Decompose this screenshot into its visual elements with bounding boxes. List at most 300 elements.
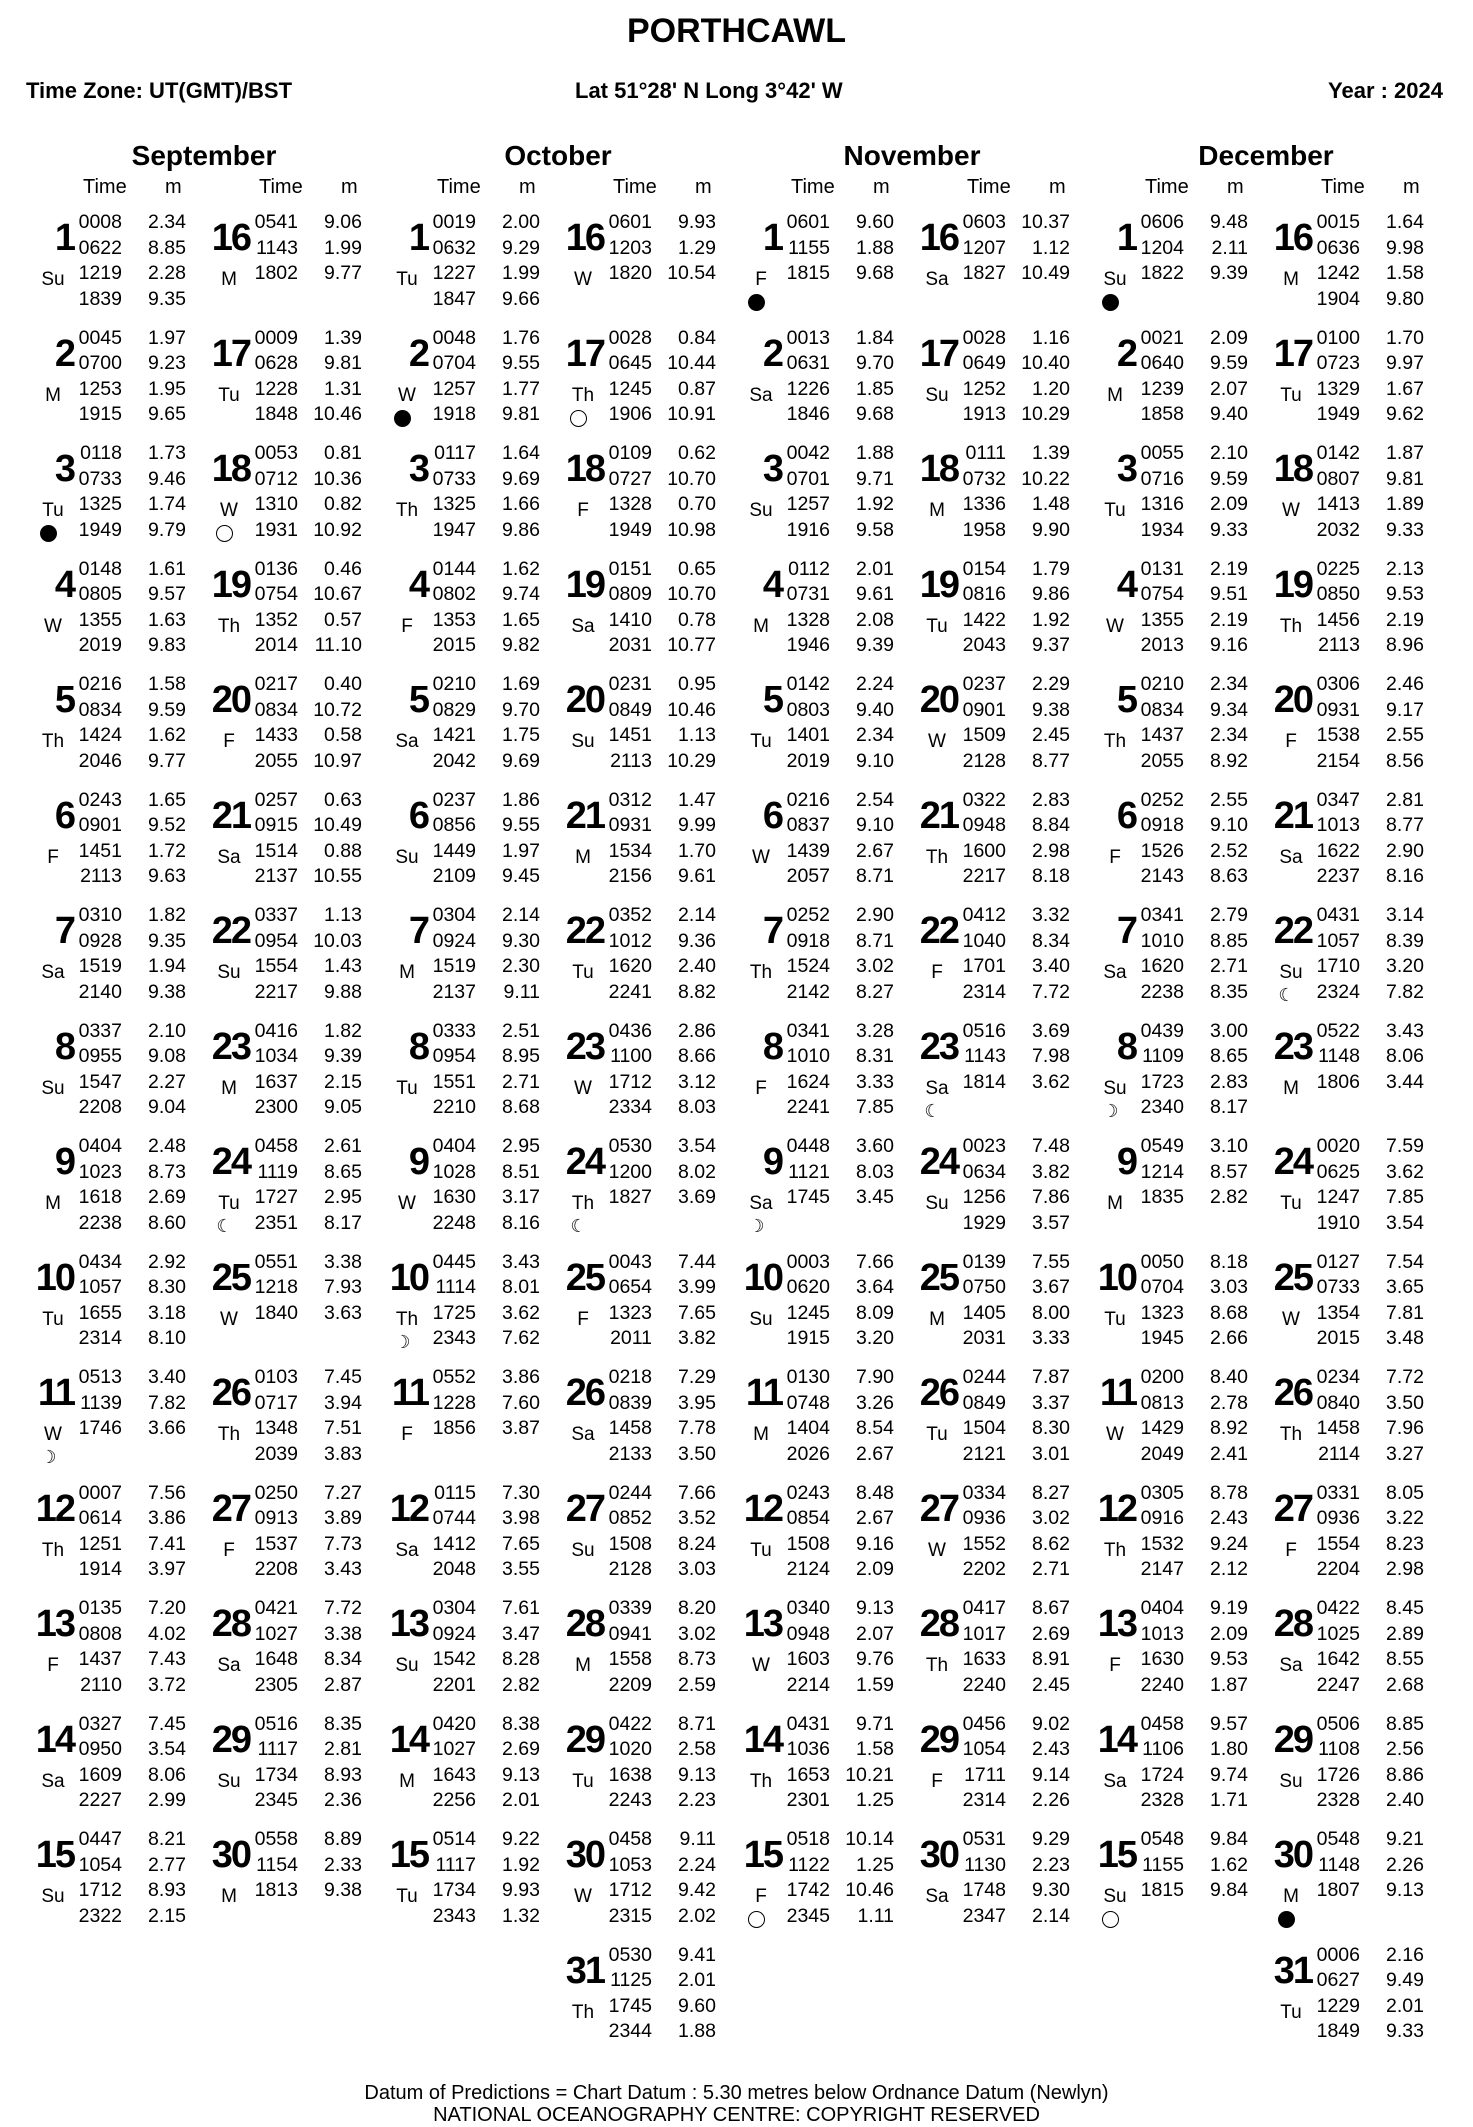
tide-height: 2.67: [856, 1507, 894, 1529]
tide-row: [958, 1250, 1070, 1276]
weekday: W: [574, 1886, 592, 1907]
tide-time: 0458: [254, 1135, 298, 1157]
tide-time: 0431: [1316, 904, 1360, 926]
tide-height: 2.08: [856, 608, 894, 631]
tide-height: 9.68: [856, 403, 894, 425]
tide-height: 0.63: [324, 788, 362, 811]
weekday: M: [929, 500, 945, 521]
tide-height: 2.01: [678, 1969, 716, 1991]
tide-time: 0237: [962, 673, 1006, 695]
tide-height: 9.13: [502, 1763, 540, 1786]
tide-height: 8.93: [148, 1879, 186, 1901]
tide-height: 9.41: [678, 1943, 716, 1966]
tide-row: [428, 467, 540, 493]
tide-height: 9.10: [856, 814, 894, 836]
tide-row: [958, 1878, 1070, 1904]
day-entry: [30, 1019, 205, 1131]
tide-time: 1508: [786, 1532, 830, 1555]
tide-time: 1316: [1140, 493, 1184, 515]
tide-row: [74, 402, 186, 428]
tide-time: 1949: [608, 518, 652, 541]
tide-height: 9.61: [678, 865, 716, 887]
tide-row: [1136, 1301, 1248, 1327]
tide-row: [782, 1442, 894, 1468]
day-number: 13: [743, 1603, 782, 1645]
day-entry: [30, 1365, 205, 1477]
tide-time: 0210: [432, 673, 476, 695]
day-entry: [738, 557, 913, 669]
tide-row: [782, 236, 894, 262]
day-number: 8: [1116, 1025, 1136, 1068]
tide-row: [604, 351, 716, 377]
tide-row: [250, 788, 362, 814]
tide-time: 0552: [432, 1366, 476, 1388]
tide-time: 2019: [78, 634, 122, 656]
tide-time: 0127: [1316, 1250, 1360, 1273]
day-number: 23: [1273, 1025, 1312, 1068]
tide-row: [74, 929, 186, 955]
tide-time: 1949: [78, 518, 122, 541]
tide-time: 1815: [786, 262, 830, 284]
tide-time: 0849: [608, 698, 652, 721]
tide-row: [958, 236, 1070, 262]
tide-height: 8.85: [1386, 1712, 1424, 1735]
tide-time: 0439: [1140, 1019, 1184, 1042]
tide-time: 1355: [78, 608, 122, 631]
tide-row: [74, 1827, 186, 1853]
weekday: F: [577, 1308, 589, 1330]
day-number: 14: [389, 1718, 428, 1761]
tide-height: 3.62: [502, 1301, 540, 1324]
tide-row: [604, 557, 716, 583]
day-number: 24: [919, 1141, 958, 1183]
day-number: 3: [762, 448, 782, 490]
day-number: 2: [1116, 332, 1136, 375]
tide-height: 8.55: [1386, 1648, 1424, 1670]
day-number: 6: [762, 794, 782, 837]
day-number: 28: [565, 1603, 604, 1645]
tide-height: 1.61: [148, 557, 186, 580]
tide-row: [428, 1301, 540, 1327]
tide-row: [604, 1673, 716, 1699]
day-number: 25: [565, 1256, 604, 1299]
tide-time: 0257: [254, 788, 298, 811]
tide-height: 9.82: [502, 634, 540, 656]
tide-time: 1257: [432, 377, 476, 400]
weekday: Tu: [926, 1424, 948, 1445]
tide-row: [782, 1622, 894, 1648]
tide-time: 0901: [962, 698, 1006, 721]
tide-row: [428, 929, 540, 955]
day-entry: [914, 441, 1089, 553]
tide-time: 0514: [432, 1828, 476, 1850]
tide-row: [74, 467, 186, 493]
tide-height: 8.63: [1210, 865, 1248, 887]
tide-row: [250, 723, 362, 749]
tide-time: 0733: [1316, 1276, 1360, 1298]
tide-time: 0558: [254, 1828, 298, 1850]
tide-row: [74, 1622, 186, 1648]
tide-row: [1136, 788, 1248, 814]
tide-time: 1239: [1140, 377, 1184, 400]
tide-height: 1.86: [502, 788, 540, 811]
tide-height: 2.45: [1032, 724, 1070, 746]
weekday: Sa: [571, 615, 595, 637]
day-entry: [1092, 903, 1267, 1015]
tide-height: 2.40: [678, 955, 716, 977]
tide-time: 1534: [608, 839, 652, 862]
tide-height: 1.32: [502, 1904, 540, 1927]
tide-height: 3.18: [148, 1301, 186, 1324]
day-number: 20: [919, 679, 958, 721]
tide-row: [74, 864, 186, 890]
tide-time: 0341: [1140, 904, 1184, 926]
weekday: Sa: [395, 1539, 419, 1561]
tide-row: [958, 1301, 1070, 1327]
weekday: Su: [571, 1539, 595, 1561]
day-number: 26: [565, 1372, 604, 1414]
time-header: Time: [1321, 176, 1365, 198]
tide-height: 8.92: [1210, 749, 1248, 772]
tide-height: 3.01: [1032, 1442, 1070, 1465]
tide-time: 1712: [608, 1879, 652, 1901]
tide-height: 9.30: [1032, 1879, 1070, 1901]
tide-height: 9.66: [502, 287, 540, 310]
tide-height: 1.92: [856, 493, 894, 515]
tide-row: [604, 1301, 716, 1327]
tide-time: 2113: [80, 865, 122, 887]
tide-row: [1312, 1250, 1424, 1276]
tide-height: 3.20: [856, 1327, 894, 1349]
tide-time: 0516: [962, 1019, 1006, 1042]
tide-height: 1.47: [678, 788, 716, 811]
tide-time: 2314: [962, 1789, 1006, 1811]
day-entry: [738, 441, 913, 553]
tide-row: [1312, 1673, 1424, 1699]
tide-row: [428, 903, 540, 929]
day-number: 7: [408, 910, 428, 952]
weekday: F: [223, 1539, 235, 1561]
tide-height: 1.87: [1210, 1673, 1248, 1696]
tide-row: [250, 210, 362, 236]
tide-time: 0404: [432, 1135, 476, 1157]
tide-row: [604, 1134, 716, 1160]
tide-time: 2248: [432, 1211, 476, 1234]
tide-height: 9.69: [502, 467, 540, 490]
tide-time: 1815: [1140, 1879, 1184, 1901]
weekday: Tu: [218, 1193, 240, 1214]
day-entry: [738, 788, 913, 900]
tide-row: [428, 698, 540, 724]
day-entry: [30, 557, 205, 669]
tide-row: [1312, 1596, 1424, 1622]
tide-row: [958, 1019, 1070, 1045]
time-header: Time: [259, 176, 303, 198]
tide-height: 9.29: [1032, 1828, 1070, 1850]
tide-row: [1312, 864, 1424, 890]
tide-time: 0007: [78, 1481, 122, 1504]
tide-time: 0216: [78, 673, 122, 695]
tide-row: [1136, 1622, 1248, 1648]
tide-height: 8.03: [678, 1096, 716, 1118]
tide-row: [1136, 1365, 1248, 1391]
tide-time: 1449: [432, 839, 476, 862]
tide-height: 8.77: [1032, 749, 1070, 772]
tide-row: [1312, 287, 1424, 313]
tide-row: [1136, 1185, 1248, 1211]
weekday: Su: [1103, 1886, 1127, 1907]
tide-row: [604, 1853, 716, 1879]
tide-row: [604, 1185, 716, 1211]
tide-height: 8.68: [1210, 1301, 1248, 1324]
tide-height: 3.57: [1032, 1211, 1070, 1234]
tide-height: 9.30: [502, 929, 540, 952]
tide-row: [428, 954, 540, 980]
day-entry: [1268, 1481, 1443, 1593]
weekday: F: [1109, 846, 1121, 868]
tide-row: [250, 1481, 362, 1507]
tide-row: [250, 1647, 362, 1673]
tide-time: 1637: [254, 1070, 298, 1093]
tide-row: [604, 1070, 716, 1096]
tide-time: 1109: [1142, 1045, 1184, 1067]
day-number: 4: [54, 563, 74, 606]
weekday: Th: [749, 1770, 773, 1792]
weekday: Su: [41, 1077, 65, 1099]
weekday: W: [752, 846, 770, 868]
tide-height: 9.62: [1386, 403, 1424, 425]
day-entry: [560, 788, 735, 900]
tide-height: 9.93: [502, 1879, 540, 1901]
tide-height: 1.69: [502, 673, 540, 695]
tide-time: 1054: [962, 1738, 1006, 1760]
tide-height: 3.50: [1386, 1391, 1424, 1414]
tide-time: 2042: [432, 749, 476, 772]
tide-time: 1227: [432, 262, 476, 284]
tide-row: [1136, 1557, 1248, 1583]
tide-height: 2.15: [148, 1904, 186, 1927]
day-number: 14: [35, 1718, 74, 1761]
tide-row: [74, 557, 186, 583]
day-number: 2: [54, 332, 74, 375]
tide-time: 1352: [254, 608, 298, 631]
tide-time: 2043: [962, 634, 1006, 656]
tide-time: 1746: [78, 1417, 122, 1439]
weekday: F: [931, 962, 943, 983]
tide-time: 0704: [432, 352, 476, 374]
tide-row: [1136, 749, 1248, 775]
tide-height: 4.02: [148, 1622, 186, 1645]
tide-row: [74, 749, 186, 775]
tide-row: [782, 1596, 894, 1622]
weekday: F: [577, 500, 589, 521]
tide-time: 0522: [1316, 1019, 1360, 1042]
weekday: Tu: [1104, 1308, 1126, 1330]
day-entry: [738, 672, 913, 784]
tide-height: 3.17: [502, 1186, 540, 1208]
day-number: 1: [762, 217, 782, 259]
tide-height: 10.97: [313, 749, 362, 772]
tide-height: 2.56: [1386, 1738, 1424, 1760]
tide-height: 3.95: [678, 1391, 716, 1414]
day-entry: [384, 1250, 559, 1362]
day-number: 17: [1273, 332, 1312, 375]
tide-time: 0310: [78, 904, 122, 926]
day-entry: [1092, 326, 1267, 438]
tide-row: [604, 980, 716, 1006]
tide-height: 2.77: [148, 1853, 186, 1876]
weekday: F: [755, 1886, 767, 1907]
tide-height: 1.80: [1210, 1738, 1248, 1760]
tide-time: 1724: [1140, 1763, 1184, 1786]
day-entry: [1092, 1134, 1267, 1246]
day-entry: [1092, 672, 1267, 784]
tide-row: [428, 1853, 540, 1879]
tide-time: 2343: [432, 1327, 476, 1349]
day-number: 5: [408, 679, 428, 721]
tide-height: 2.27: [148, 1070, 186, 1093]
tide-time: 0950: [78, 1738, 122, 1760]
tide-time: 0243: [786, 1481, 830, 1504]
tide-row: [1312, 1712, 1424, 1738]
tide-time: 1742: [786, 1879, 830, 1901]
day-number: 8: [54, 1025, 74, 1068]
tide-height: 8.66: [678, 1045, 716, 1067]
tide-height: 8.56: [1386, 749, 1424, 772]
tide-row: [958, 351, 1070, 377]
tide-time: 1727: [254, 1186, 298, 1208]
tide-row: [604, 402, 716, 428]
tide-time: 2019: [786, 749, 830, 772]
tide-height: 2.19: [1386, 608, 1424, 631]
day-entry: [384, 788, 559, 900]
tide-row: [958, 1416, 1070, 1442]
weekday: F: [401, 1424, 413, 1445]
day-number: 18: [1273, 448, 1312, 490]
tide-height: 9.35: [148, 287, 186, 310]
tide-time: 1532: [1140, 1532, 1184, 1555]
tide-row: [74, 1878, 186, 1904]
tide-height: 9.22: [502, 1828, 540, 1850]
day-number: 7: [762, 910, 782, 952]
tide-height: 7.45: [148, 1712, 186, 1735]
tide-time: 0816: [962, 583, 1006, 605]
tide-height: 9.97: [1386, 352, 1424, 374]
tide-row: [782, 1070, 894, 1096]
tide-row: [74, 1250, 186, 1276]
tide-time: 2137: [432, 980, 476, 1003]
weekday: Tu: [396, 1077, 418, 1099]
tide-height: 8.35: [324, 1712, 362, 1735]
tide-time: 0210: [1140, 673, 1184, 695]
tide-time: 1633: [962, 1648, 1006, 1670]
tide-row: [74, 839, 186, 865]
tide-row: [428, 1506, 540, 1532]
tide-height: 1.99: [324, 236, 362, 259]
weekday: W: [928, 731, 946, 752]
tide-time: 0548: [1316, 1828, 1360, 1850]
full-moon-icon: [570, 410, 587, 427]
tide-time: 0028: [962, 326, 1006, 349]
tide-height: 10.98: [667, 518, 716, 541]
day-entry: [206, 1596, 381, 1708]
tide-row: [1136, 1044, 1248, 1070]
tide-height: 2.09: [1210, 1622, 1248, 1645]
tide-time: 2015: [1316, 1327, 1360, 1349]
first-quarter-moon-icon: ☽: [1102, 1100, 1119, 1121]
tide-row: [250, 1532, 362, 1558]
day-number: 10: [743, 1256, 782, 1299]
tide-time: 2055: [254, 749, 298, 772]
tide-row: [958, 1506, 1070, 1532]
tide-time: 1958: [962, 518, 1006, 541]
tide-row: [958, 1481, 1070, 1507]
day-number: 8: [762, 1025, 782, 1068]
day-number: 9: [1116, 1141, 1136, 1183]
tide-time: 1910: [1316, 1211, 1360, 1234]
tide-time: 1554: [254, 955, 298, 977]
tide-time: 1725: [432, 1301, 476, 1324]
tide-row: [1136, 326, 1248, 352]
tide-height: 9.51: [1210, 583, 1248, 605]
tide-time: 1846: [786, 403, 830, 425]
day-entry: [1092, 1365, 1267, 1477]
tide-row: [1136, 1712, 1248, 1738]
tide-time: 1822: [1140, 262, 1184, 284]
tide-time: 2049: [1140, 1442, 1184, 1465]
tide-row: [782, 788, 894, 814]
tide-row: [428, 1095, 540, 1121]
day-number: 27: [211, 1487, 250, 1530]
tide-height: 7.82: [148, 1391, 186, 1414]
tide-time: 0055: [1140, 442, 1184, 464]
tide-time: 2208: [78, 1096, 122, 1118]
tide-height: 2.43: [1210, 1507, 1248, 1529]
tide-height: 9.80: [1386, 287, 1424, 310]
weekday: Sa: [1279, 846, 1303, 868]
weekday: M: [221, 269, 237, 290]
weekday: Su: [749, 500, 773, 521]
tide-time: 0458: [1140, 1712, 1184, 1735]
tide-row: [958, 839, 1070, 865]
tide-row: [428, 1737, 540, 1763]
tide-row: [782, 467, 894, 493]
tide-time: 2013: [1140, 634, 1184, 656]
tide-time: 0640: [1140, 352, 1184, 374]
tide-row: [428, 980, 540, 1006]
tide-height: 10.36: [313, 467, 362, 490]
tide-time: 1630: [432, 1186, 476, 1208]
tide-time: 1508: [608, 1532, 652, 1555]
tide-row: [250, 1250, 362, 1276]
tide-height: 3.44: [1386, 1070, 1424, 1093]
tide-row: [1136, 1647, 1248, 1673]
weekday: Tu: [926, 615, 948, 637]
tide-time: 0334: [962, 1481, 1006, 1504]
tide-row: [782, 749, 894, 775]
tide-time: 1827: [608, 1186, 652, 1208]
tide-row: [74, 1185, 186, 1211]
tide-row: [958, 788, 1070, 814]
tide-height: 9.63: [148, 865, 186, 887]
tide-height: 9.81: [324, 352, 362, 374]
tide-time: 0243: [78, 788, 122, 811]
day-number: 22: [211, 910, 250, 952]
day-entry: [914, 1481, 1089, 1593]
day-number: 30: [211, 1834, 250, 1876]
tide-row: [428, 441, 540, 467]
tide-row: [1136, 954, 1248, 980]
